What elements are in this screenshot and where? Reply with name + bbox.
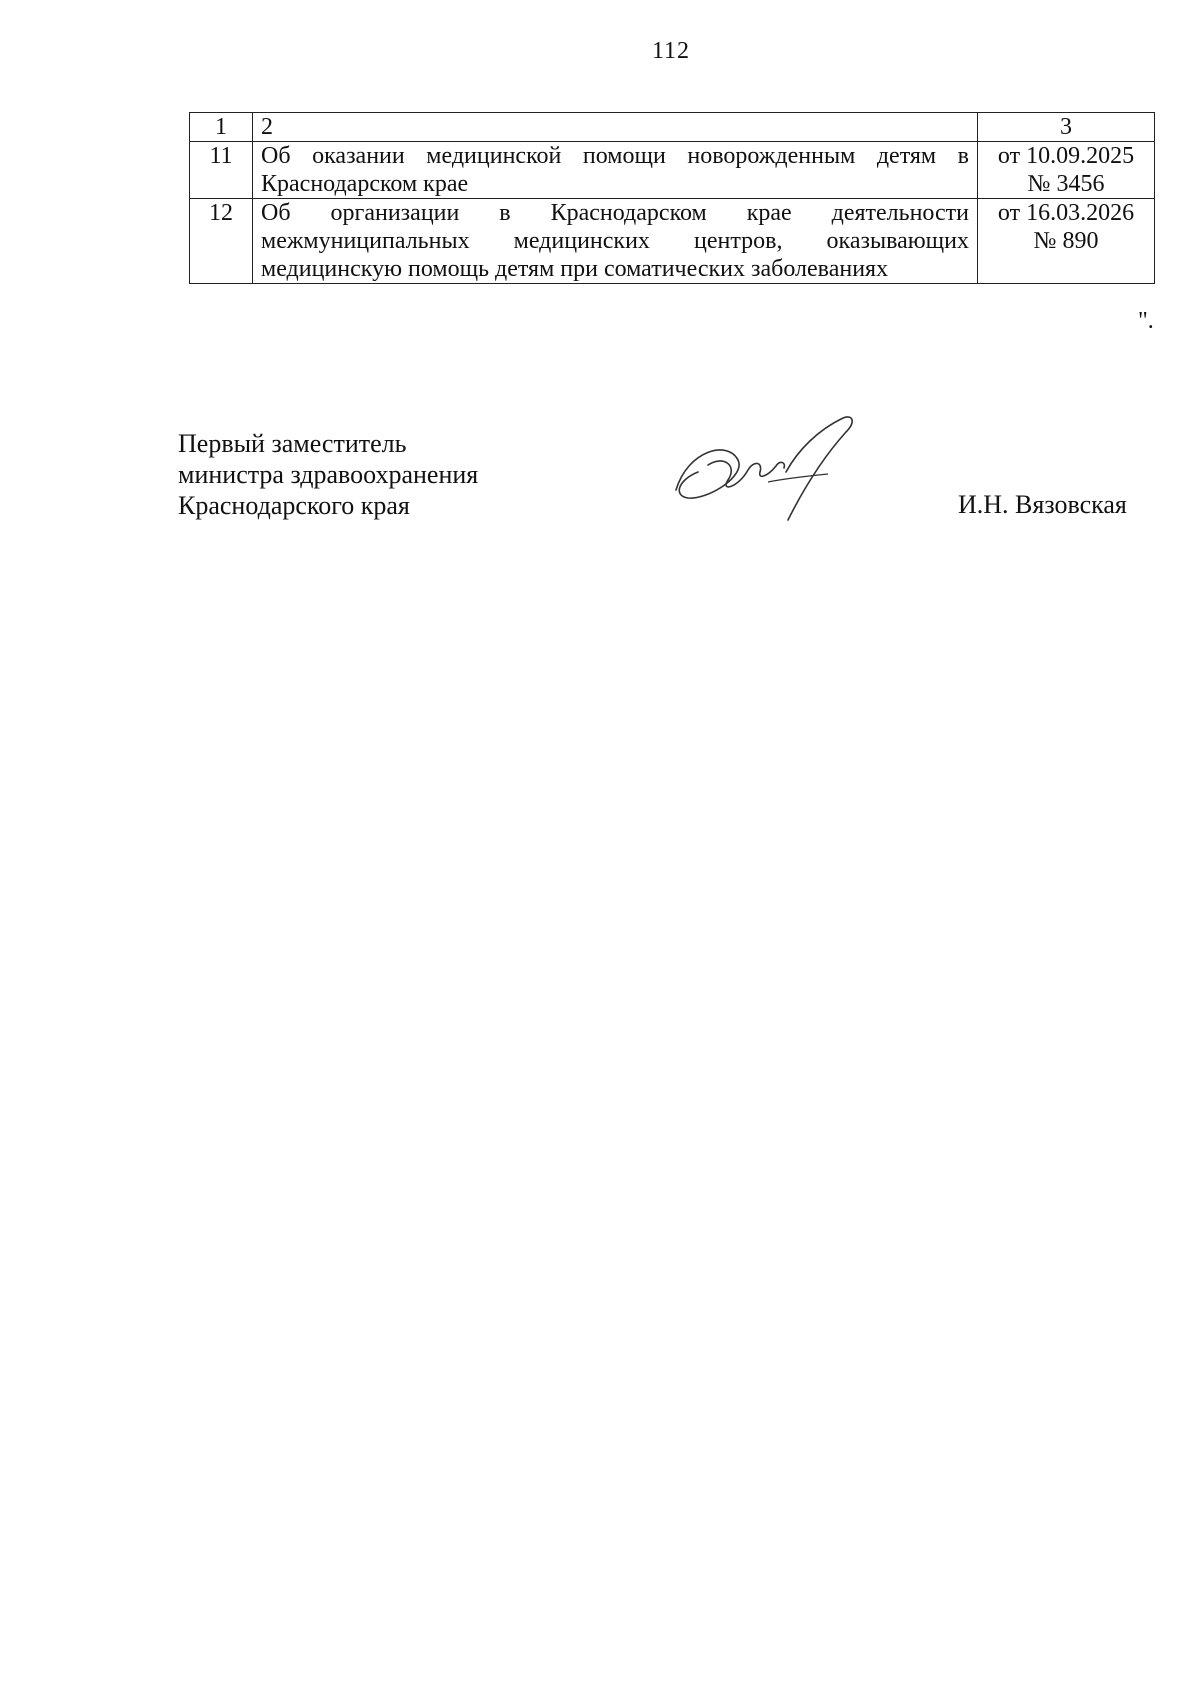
row-date-number (978, 142, 1155, 199)
documents-table (189, 112, 1155, 284)
row-doc-number: № 3456 (1027, 171, 1105, 197)
header-col-1: 1 (190, 113, 253, 142)
handwritten-signature (668, 410, 868, 530)
header-col-3: 3 (978, 113, 1155, 142)
table-row (190, 199, 1155, 284)
page-number: 112 (651, 38, 691, 64)
row-date-number (978, 199, 1155, 284)
row-number: 12 (190, 199, 253, 284)
closing-quote-mark: ". (1138, 308, 1154, 334)
row-number: 11 (190, 142, 253, 199)
row-title: Об организации в Краснодарском крае деятельности межмуниципальных медицинских центров, оказывающих медицинскую помощь детям при соматических заболеваниях (253, 199, 978, 284)
table-header-row (190, 113, 1155, 142)
row-doc-number: № 890 (1033, 228, 1099, 254)
table-row (190, 142, 1155, 199)
row-date: от 16.03.2026 (997, 200, 1135, 226)
signatory-line-2: министра здравоохранения (178, 460, 479, 489)
signatory-position (178, 428, 478, 521)
row-title: Об оказании медицинской помощи новорожденным детям в Краснодарском крае (253, 142, 978, 199)
signatory-line-3: Краснодарского края (178, 491, 410, 520)
row-date: от 10.09.2025 (997, 143, 1135, 169)
signatory-name: И.Н. Вязовская (958, 490, 1127, 519)
signatory-line-1: Первый заместитель (178, 429, 407, 458)
header-col-2: 2 (253, 113, 978, 142)
